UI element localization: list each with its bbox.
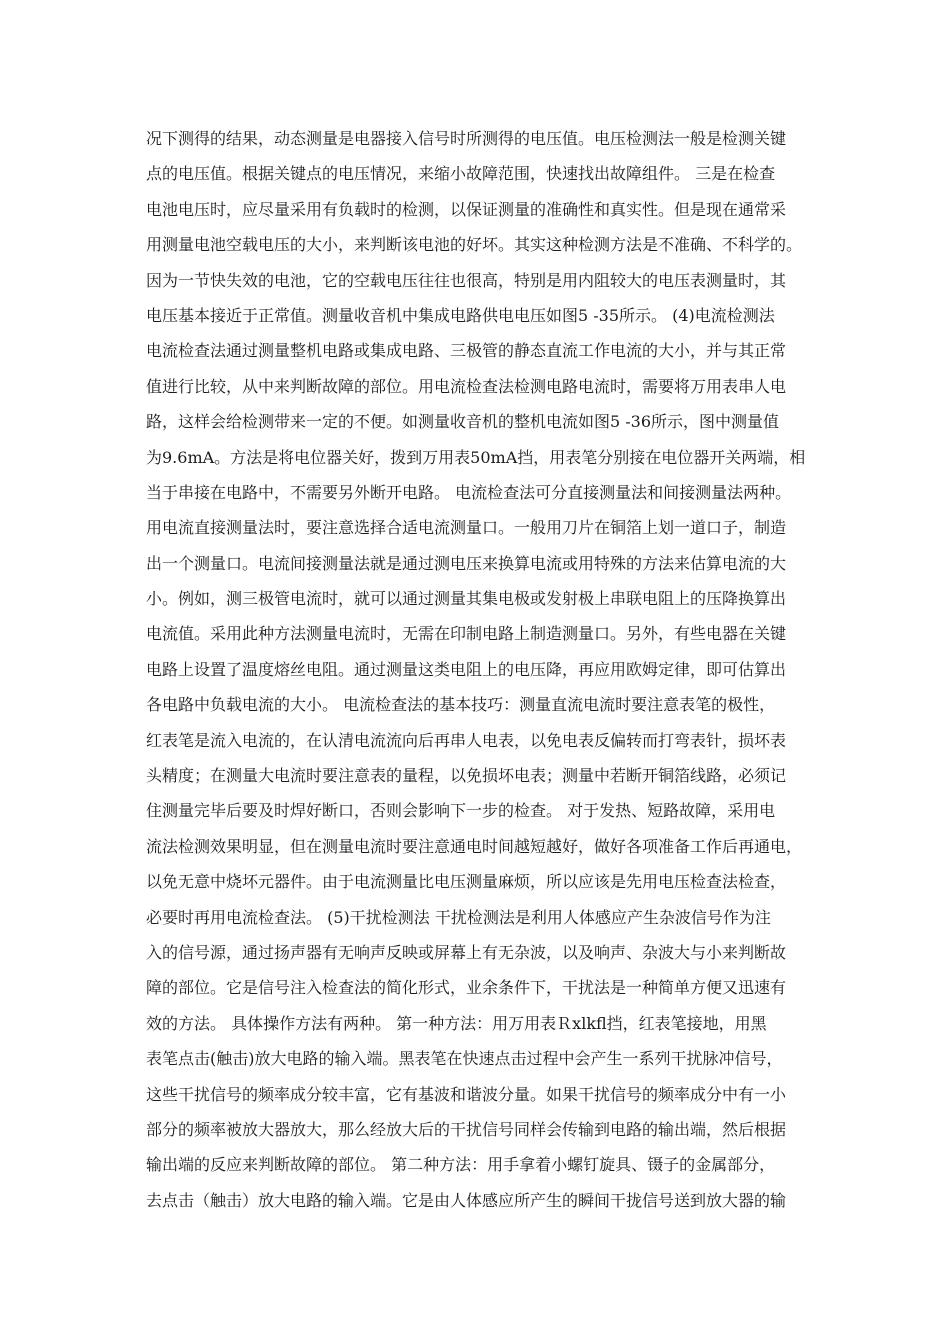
text-line: 必要时再用电流检查法。 (5)干扰检测法 干扰检测法是利用人体感应产生杂波信号作为注: [146, 907, 771, 927]
text-line: 入的信号源，通过扬声器有无响声反映或屏幕上有无杂波，以及响声、杂波大与小来判断故: [146, 942, 787, 962]
body-text: [146, 121, 810, 1218]
text-line: 为9.6mA。方法是将电位器关好，拨到万用表50mA挡，用表笔分别接在电位器开关两端，相: [146, 447, 806, 467]
text-line: 路，这样会给检测带来一定的不便。如测量收音机的整机电流如图5 -36所示，图中测量值: [146, 412, 780, 432]
text-line: 障的部位。它是信号注入检查法的简化形式，业余条件下，干扰法是一种简单方便又迅速有: [146, 978, 787, 998]
text-line: 部分的频率被放大器放大，那么经放大后的干扰信号同样会传输到电路的输出端，然后根据: [146, 1119, 787, 1139]
text-line: 电路上设置了温度熔丝电阻。通过测量这类电阻上的电压降，再应用欧姆定律，即可估算出: [146, 659, 787, 679]
text-line: 以免无意中烧坏元器件。由于电流测量比电压测量麻烦，所以应该是先用电压检查法检查，: [146, 872, 787, 892]
text-line: 值进行比较，从中来判断故障的部位。用电流检查法检测电路电流时，需要将万用表串人电: [146, 376, 787, 396]
text-line: 电池电压时，应尽量采用有负载时的检测，以保证测量的准确性和真实性。但是现在通常采: [146, 199, 787, 219]
text-line: 表笔点击(触击)放大电路的输入端。黑表笔在快速点击过程中会产生一系列干扰脉冲信号，: [146, 1049, 783, 1069]
text-line: 电流检查法通过测量整机电路或集成电路、三极管的静态直流工作电流的大小，并与其正常: [146, 341, 787, 361]
text-line: 输出端的反应来判断故障的部位。 第二种方法：用手拿着小螺钉旋具、镊子的金属部分，: [146, 1155, 776, 1175]
text-line: 电流值。采用此种方法测量电流时，无需在印制电路上制造测量口。另外，有些电器在关键: [146, 624, 787, 644]
text-line: 当于串接在电路中，不需要另外断开电路。 电流检查法可分直接测量法和间接测量法两种。: [146, 482, 792, 502]
text-line: 住测量完毕后要及时焊好断口，否则会影响下一步的检查。 对于发热、短路故障，采用电: [146, 801, 776, 821]
text-line: 点的电压值。根据关键点的电压情况，来缩小故障范围，快速找出故障组件。 三是在检查: [146, 164, 776, 184]
text-line: 小。例如，测三极管电流时，就可以通过测量其集电极或发射极上串联电阻上的压降换算出: [146, 589, 787, 609]
text-line: 头精度；在测量大电流时要注意表的量程，以免损坏电表；测量中若断开铜箔线路，必须记: [146, 766, 787, 786]
text-line: 效的方法。 具体操作方法有两种。 第一种方法：用万用表Ｒxlkfl挡，红表笔接地，用黑: [146, 1013, 767, 1033]
text-line: 用测量电池空载电压的大小，来判断该电池的好坏。其实这种检测方法是不准确、不科学的。: [146, 235, 803, 255]
text-line: 去点击（触击）放大电路的输入端。它是由人体感应所产生的瞬间干拢信号送到放大器的输: [146, 1190, 787, 1210]
text-line: 电压基本接近于正常值。测量收音机中集成电路供电电压如图5 -35所示。 (4)电流检测法: [146, 305, 775, 325]
text-line: 这些干扰信号的频率成分较丰富，它有基波和谐波分量。如果干扰信号的频率成分中有一小: [146, 1084, 787, 1104]
text-line: 流法检测效果明显，但在测量电流时要注意通电时间越短越好，做好各项准备工作后再通电，: [146, 836, 803, 856]
text-line: 因为一节快失效的电池，它的空载电压往往也很高，特别是用内阻较大的电压表测量时，其: [146, 270, 787, 290]
text-line: 况下测得的结果，动态测量是电器接入信号时所测得的电压值。电压检测法一般是检测关键: [146, 129, 787, 148]
text-line: 红表笔是流入电流的，在认清电流流向后再串人电表，以免电表反偏转而打弯表针，损坏表: [146, 730, 787, 750]
text-line: 用电流直接测量法时，要注意选择合适电流测量口。一般用刀片在铜箔上划一道口子，制造: [146, 518, 787, 538]
text-line: 出一个测量口。电流间接测量法就是通过测电压来换算电流或用特殊的方法来估算电流的大: [146, 553, 787, 573]
text-line: 各电路中负载电流的大小。 电流检查法的基本技巧：测量直流电流时要注意表笔的极性，: [146, 695, 776, 715]
